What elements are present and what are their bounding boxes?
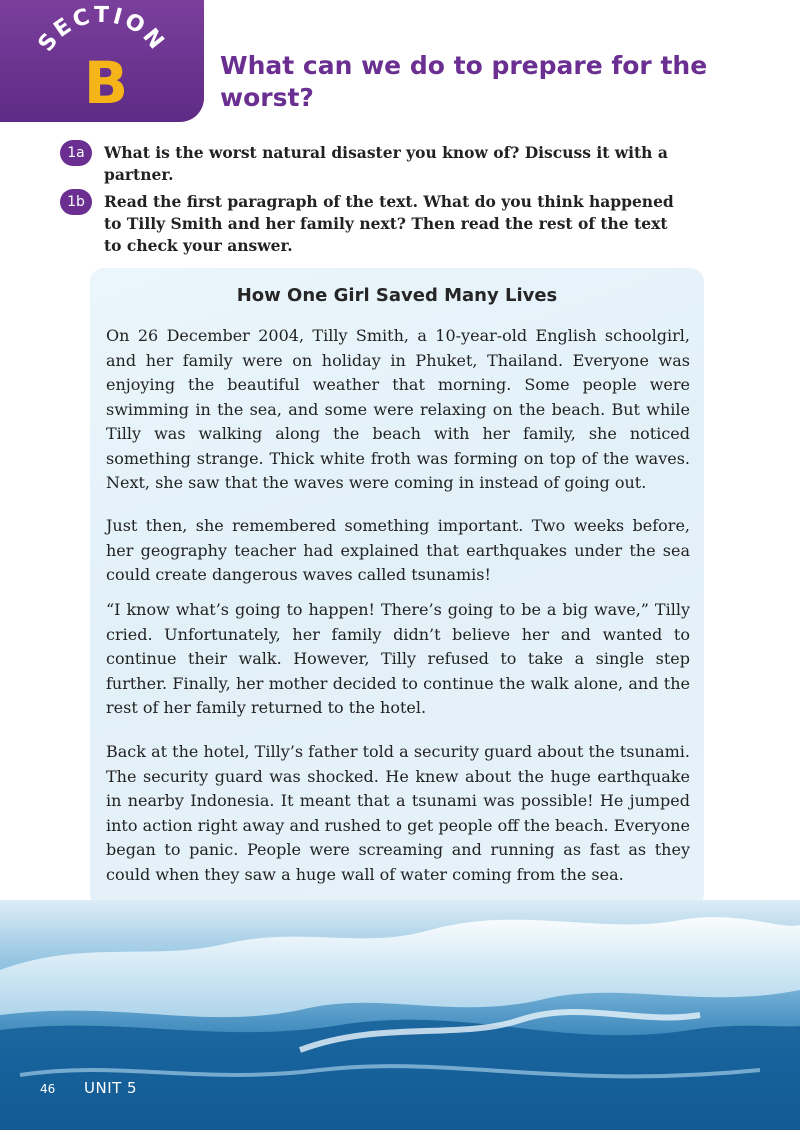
- task-badge-1b: 1b: [60, 189, 92, 215]
- task-1b: [60, 189, 700, 259]
- section-title: What can we do to prepare for the worst?: [220, 51, 708, 112]
- page-number: 46: [40, 1082, 56, 1096]
- task-badge-1a: 1a: [60, 140, 92, 166]
- reading-passage: [90, 268, 704, 908]
- unit-label: UNIT 5: [84, 1079, 138, 1097]
- reading-paragraph-2: Just then, she remembered something important. Two weeks before, her geography teacher had explained that earthquakes under the sea could create dangerous waves called tsunamis!: [106, 516, 690, 584]
- reading-paragraph-3: “I know what’s going to happen! There’s going to be a big wave,” Tilly cried. Unfortunately, her family didn’t believe her and wanted to continue their walk. However, Tilly refused to take a single step further. Finally, her mother decided to continue the walk alone, and the rest of her family returned to the hotel.: [106, 600, 690, 717]
- section-word: SECTION: [33, 2, 171, 57]
- reading-paragraph-1: On 26 December 2004, Tilly Smith, a 10-year-old English schoolgirl, and her family were on holiday in Phuket, Thailand. Everyone was enjoying the beautiful weather that morning. Some people were swimming in the sea, and some were relaxing on the beach. But while Tilly was walking along the beach with her family, she noticed something strange. Thick white froth was forming on top of the waves. Next, she saw that the waves were coming in instead of going out.: [106, 326, 690, 492]
- section-letter: B: [83, 49, 129, 117]
- task-text-1b: Read the first paragraph of the text. What do you think happened to Tilly Smith and her family next? Then read the rest of the text to check your answer.: [104, 192, 674, 255]
- section-tab: [0, 0, 204, 122]
- reading-title: How One Girl Saved Many Lives: [236, 285, 558, 306]
- reading-paragraph-4: Back at the hotel, Tilly’s father told a security guard about the tsunami. The security guard was shocked. He knew about the huge earthquake in nearby Indonesia. It meant that a tsunami was possible! He jumped into action right away and rushed to get people off the beach. Everyone began to panic. People were screaming and running as fast as they could when they saw a huge wall of water coming from the sea.: [106, 742, 690, 884]
- task-text-1a: What is the worst natural disaster you know of? Discuss it with a partner.: [104, 143, 668, 184]
- task-1a: [60, 140, 700, 184]
